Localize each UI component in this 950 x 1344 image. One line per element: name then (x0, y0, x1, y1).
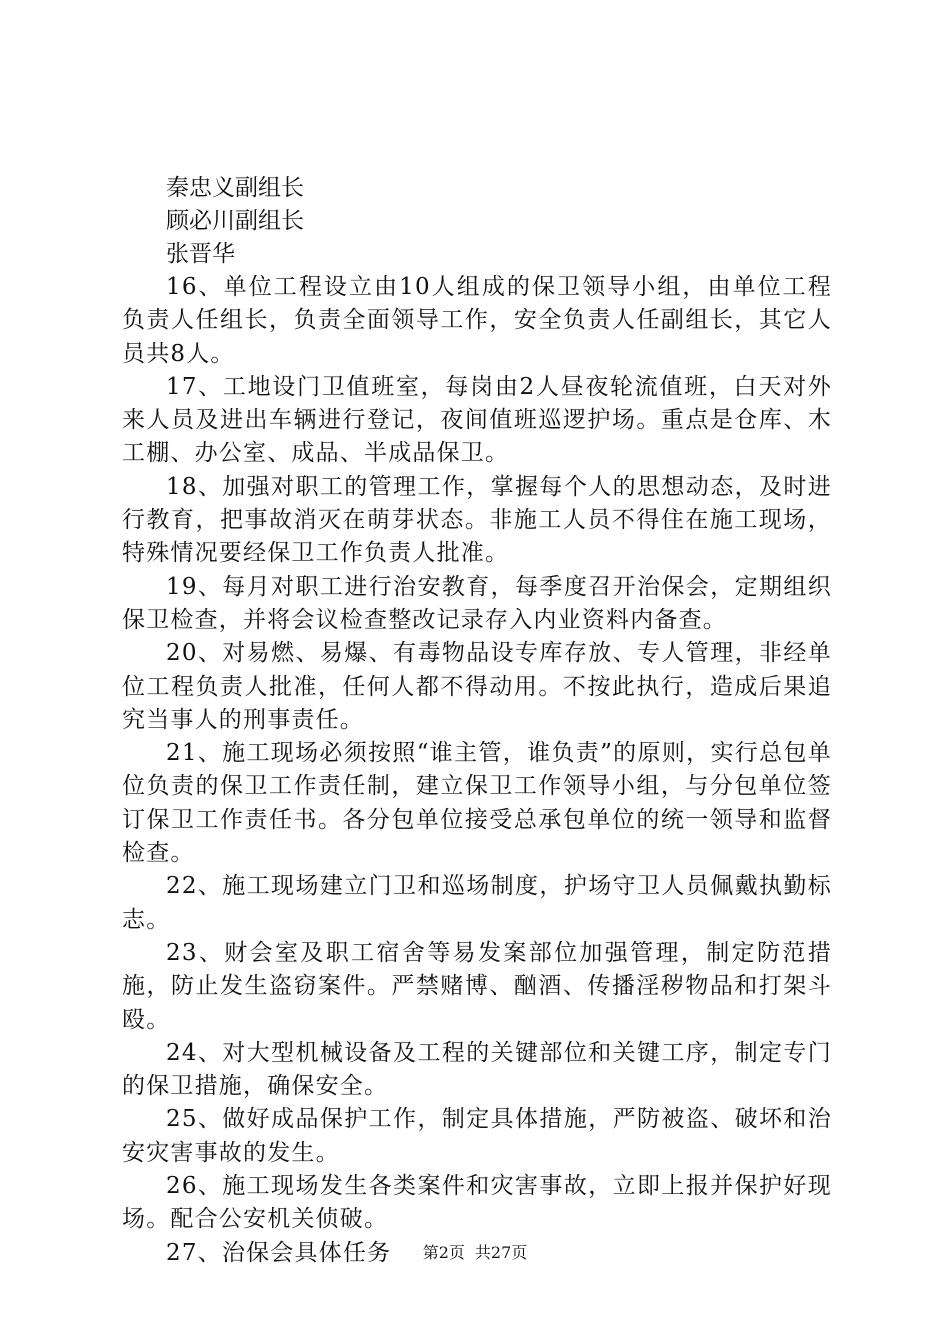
paragraph-17: 17、工地设门卫值班室，每岗由2人昼夜轮流值班，白天对外来人员及进出车辆进行登记，夜间值班巡逻护场。重点是仓库、木工棚、办公室、成品、半成品保卫。 (122, 373, 832, 467)
paragraph-19: 19、每月对职工进行治安教育，每季度召开治保会，定期组织保卫检查，并将会议检查整改记录存入内业资料内备查。 (122, 573, 832, 633)
document-body (122, 172, 832, 1270)
list-line: 顾必川副组长 (166, 208, 304, 234)
page-total: 共27页 (474, 1243, 528, 1262)
paragraph-25: 25、做好成品保护工作，制定具体措施，严防被盗、破坏和治安灾害事故的发生。 (122, 1106, 832, 1166)
list-line: 张晋华 (166, 241, 235, 267)
paragraph-23: 23、财会室及职工宿舍等易发案部位加强管理，制定防范措施，防止发生盗窃案件。严禁赌博、酗酒、传播淫秽物品和打架斗殴。 (122, 939, 832, 1033)
paragraph-20: 20、对易燃、易爆、有毒物品设专库存放、专人管理，非经单位工程负责人批准，任何人都不得动用。不按此执行，造成后果追究当事人的刑事责任。 (122, 640, 832, 733)
paragraph-18: 18、加强对职工的管理工作，掌握每个人的思想动态，及时进行教育，把事故消灭在萌芽状态。非施工人员不得住在施工现场，特殊情况要经保卫工作负责人批准。 (122, 473, 832, 567)
paragraph-27: 27、治保会具体任务 (166, 1239, 392, 1266)
paragraph-16: 16、单位工程设立由10人组成的保卫领导小组，由单位工程负责人任组长，负责全面领导工作，安全负责人任副组长，其它人员共8人。 (122, 274, 832, 367)
page-number: 第2页 (422, 1243, 465, 1262)
paragraph-24: 24、对大型机械设备及工程的关键部位和关键工序，制定专门的保卫措施，确保安全。 (122, 1039, 832, 1100)
list-line: 秦忠义副组长 (166, 175, 304, 201)
paragraph-22: 22、施工现场建立门卫和巡场制度，护场守卫人员佩戴执勤标志。 (122, 873, 832, 933)
paragraph-26: 26、施工现场发生各类案件和灾害事故，立即上报并保护好现场。配合公安机关侦破。 (122, 1173, 832, 1233)
page-footer (0, 1243, 950, 1263)
paragraph-21: 21、施工现场必须按照“谁主管，谁负责”的原则，实行总包单位负责的保卫工作责任制，建立保卫工作领导小组，与分包单位签订保卫工作责任书。各分包单位接受总承包单位的统一领导和监督检查。 (122, 740, 832, 867)
